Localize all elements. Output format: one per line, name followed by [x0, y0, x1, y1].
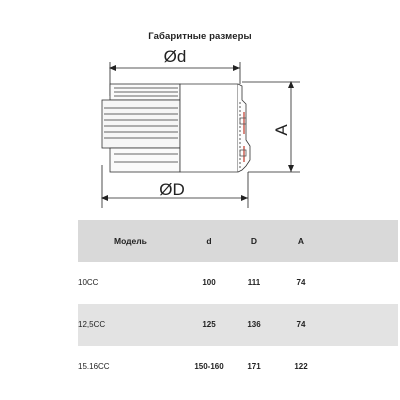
- part-body: [102, 84, 250, 172]
- D-cell: 111: [247, 278, 261, 287]
- column-header-model: Модель: [114, 236, 147, 246]
- diameter-d-label: Ød: [163, 47, 187, 66]
- table-header-row: [78, 220, 398, 262]
- column-header-d: d: [206, 236, 212, 246]
- column-header-D: D: [250, 236, 258, 246]
- column-header-a: A: [297, 236, 305, 246]
- table-row: [78, 262, 398, 304]
- d-cell: 150-160: [194, 362, 224, 371]
- a-cell: 74: [296, 320, 306, 329]
- D-cell: 136: [247, 320, 261, 329]
- d-cell: 100: [202, 278, 216, 287]
- height-a-label: A: [272, 124, 291, 136]
- height-a-dimension: [242, 82, 300, 172]
- model-cell: 12,5СС: [78, 320, 106, 329]
- diameter-D-label: ØD: [159, 180, 185, 199]
- a-cell: 74: [296, 278, 306, 287]
- dimensions-table: [78, 220, 398, 388]
- d-cell: 125: [202, 320, 216, 329]
- a-cell: 122: [294, 362, 308, 371]
- page-title: Габаритные размеры: [148, 31, 252, 42]
- D-cell: 171: [247, 362, 261, 371]
- model-cell: 15.16СС: [78, 362, 110, 371]
- table-row: [78, 346, 398, 388]
- model-cell: 10СС: [78, 278, 99, 287]
- table-row: [78, 304, 398, 346]
